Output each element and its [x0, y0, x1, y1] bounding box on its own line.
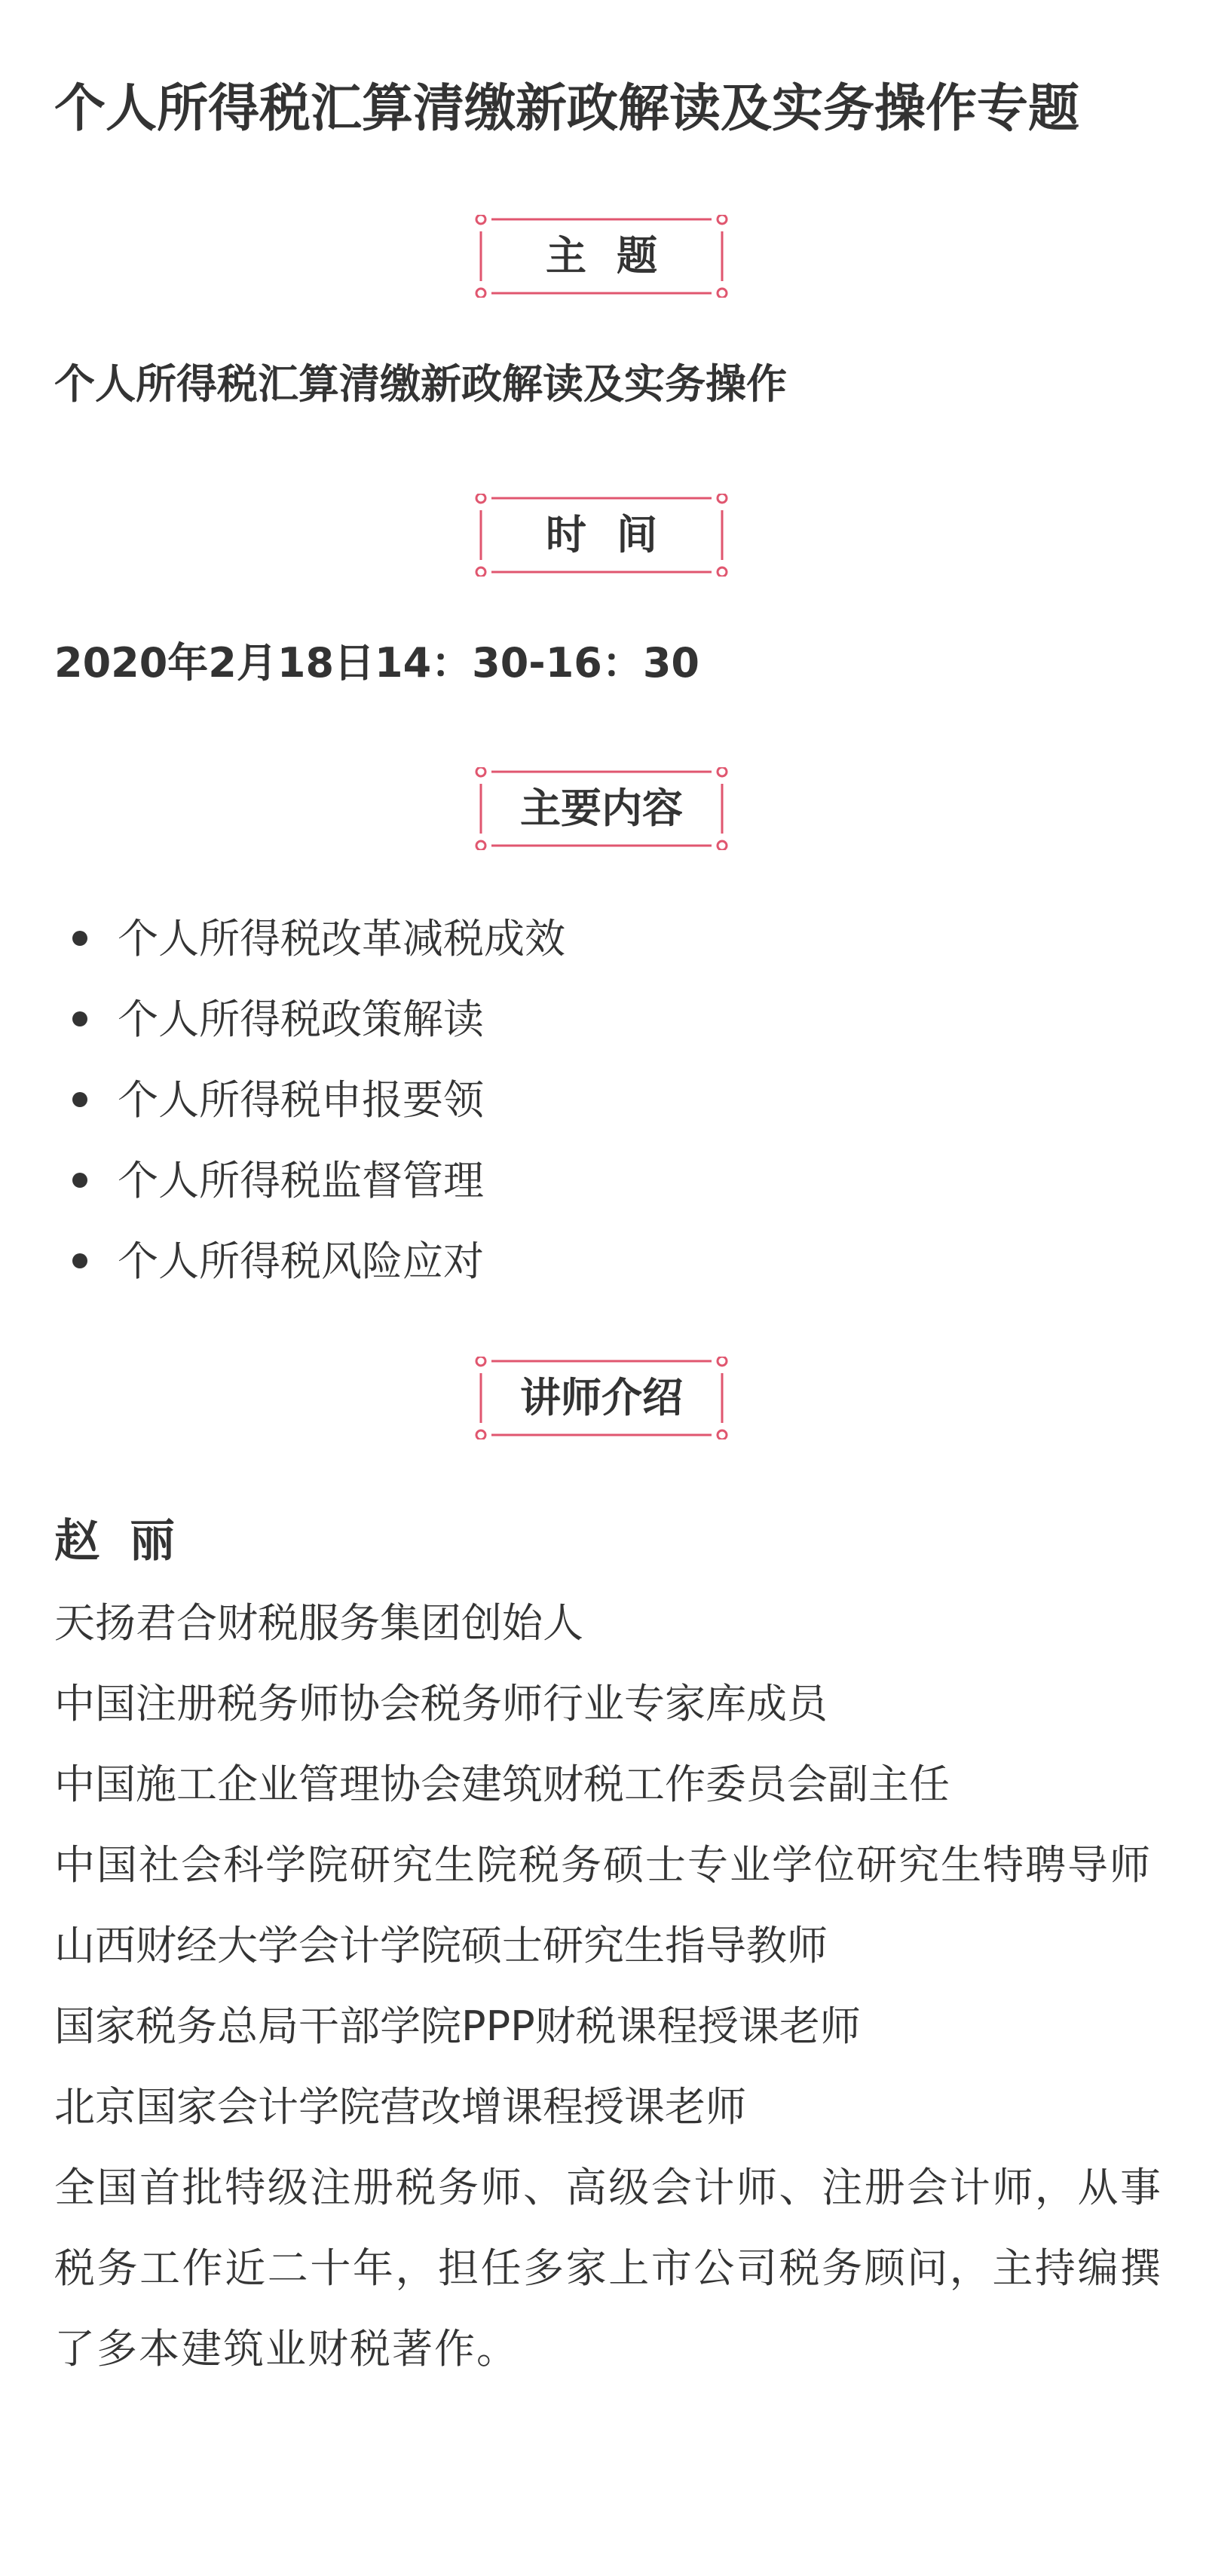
list-item-text: 个人所得税申报要领: [118, 1076, 484, 1124]
section-header-topic: [475, 215, 728, 298]
bio-line: 中国施工企业管理协会建筑财税工作委员会副主任: [54, 1761, 950, 1808]
content-list: [54, 898, 565, 1302]
section-header-time: [475, 494, 728, 577]
topic-text: 个人所得税汇算清缴新政解读及实务操作: [54, 360, 787, 408]
bullet-icon: [72, 1011, 87, 1026]
bio-line: 中国注册税务师协会税务师行业专家库成员: [54, 1680, 828, 1727]
bio-line-wrapped: 中国社会科学院研究生院税务硕士专业学位研究生特聘导师: [54, 1841, 1152, 1889]
list-item: [54, 1140, 565, 1221]
bullet-icon: [72, 931, 87, 946]
bio-line: 北京国家会计学院营改增课程授课老师: [54, 2083, 746, 2131]
bullet-icon: [72, 1253, 87, 1268]
section-label-speaker: 讲师介绍: [520, 1374, 683, 1421]
list-item-text: 个人所得税改革减税成效: [118, 915, 565, 962]
section-header-speaker: [475, 1357, 728, 1439]
list-item: [54, 979, 565, 1060]
list-item: [54, 1060, 565, 1140]
speaker-bio: [54, 1583, 1162, 2389]
list-item-text: 个人所得税政策解读: [118, 996, 484, 1043]
bio-line: 天扬君合财税服务集团创始人: [54, 1599, 583, 1647]
list-item-text: 个人所得税监督管理: [118, 1157, 484, 1204]
section-label-main-content: 主要内容: [520, 785, 683, 832]
section-header-main-content: [475, 767, 728, 850]
speaker-name: 赵丽: [54, 1515, 205, 1568]
bullet-icon: [72, 1173, 87, 1188]
section-label-time: 时间: [546, 511, 687, 558]
bullet-icon: [72, 1092, 87, 1107]
bio-line: 山西财经大学会计学院硕士研究生指导教师: [54, 1922, 828, 1969]
list-item: [54, 1221, 565, 1302]
bio-line: 国家税务总局干部学院PPP财税课程授课老师: [54, 2002, 861, 2050]
section-label-topic: 主题: [546, 232, 687, 280]
time-text: 2020年2月18日14：30-16：30: [54, 639, 700, 687]
list-item: [54, 898, 565, 979]
page-title: 个人所得税汇算清缴新政解读及实务操作专题: [54, 79, 1080, 139]
bio-paragraph: 全国首批特级注册税务师、高级会计师、注册会计师，从事税务工作近二十年，担任多家上市公司税务顾问，主持编撰了多本建筑业财税著作。: [54, 2164, 1162, 2373]
list-item-text: 个人所得税风险应对: [118, 1238, 484, 1285]
